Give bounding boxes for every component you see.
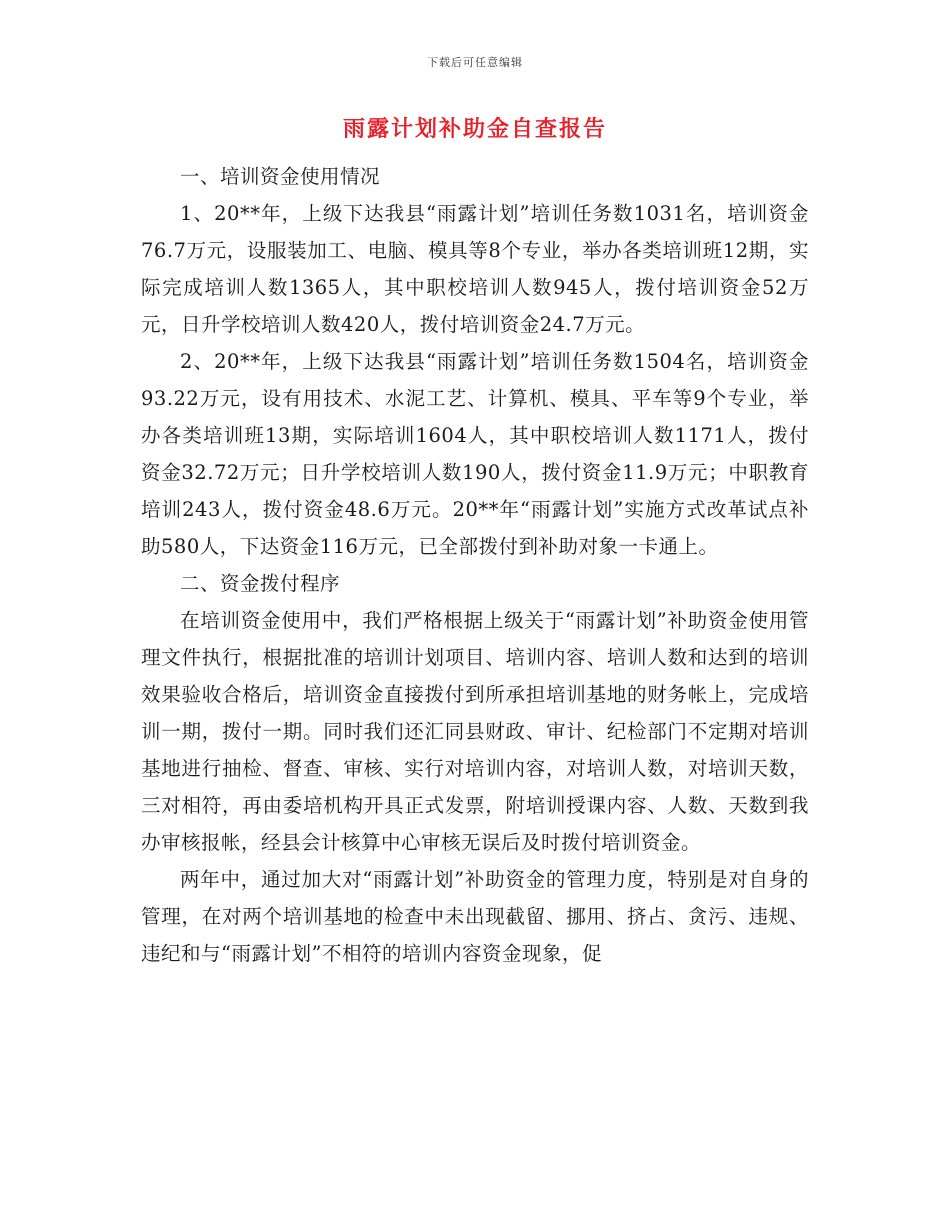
document-title: 雨露计划补助金自查报告: [342, 116, 607, 142]
document-body: [141, 158, 809, 972]
section-heading-2: 二、资金拨付程序: [180, 572, 341, 595]
paragraph-item-2: 2、20**年，上级下达我县“雨露计划”培训任务数1504名，培训资金93.22万元，设有用技术、水泥工艺、计算机、模具、平车等9个专业，举办各类培训班13期，实际培训1604人，其中职校培训人数1171人，拨付资金32.72万元；日升学校培训人数190人，拨付资金11.9万元；中职教育培训243人，拨付资金48.6万元。20**年“雨露计划”实施方式改革试点补助580人，下达资金116万元，已全部拨付到补助对象一卡通上。: [141, 350, 809, 558]
paragraph-summary: 两年中，通过加大对“雨露计划”补助资金的管理力度，特别是对自身的管理，在对两个培训基地的检查中未出现截留、挪用、挤占、贪污、违规、违纪和与“雨露计划”不相符的培训内容资金现象，促: [141, 868, 809, 965]
paragraph-procedure: 在培训资金使用中，我们严格根据上级关于“雨露计划”补助资金使用管理文件执行，根据批准的培训计划项目、培训内容、培训人数和达到的培训效果验收合格后，培训资金直接拨付到所承担培训基地的财务帐上，完成培训一期，拨付一期。同时我们还汇同县财政、审计、纪检部门不定期对培训基地进行抽检、督查、审核、实行对培训内容，对培训人数，对培训天数，三对相符，再由委培机构开具正式发票，附培训授课内容、人数、天数到我办审核报帐，经县会计核算中心审核无误后及时拨付培训资金。: [141, 609, 809, 854]
section-heading-1: 一、培训资金使用情况: [180, 165, 381, 188]
page-header-note: 下载后可任意编辑: [427, 56, 523, 69]
paragraph-item-1: 1、20**年，上级下达我县“雨露计划”培训任务数1031名，培训资金76.7万元，设服装加工、电脑、模具等8个专业，举办各类培训班12期，实际完成培训人数1365人，其中职校培训人数945人，拨付培训资金52万元，日升学校培训人数420人，拨付培训资金24.7万元。: [141, 202, 809, 336]
